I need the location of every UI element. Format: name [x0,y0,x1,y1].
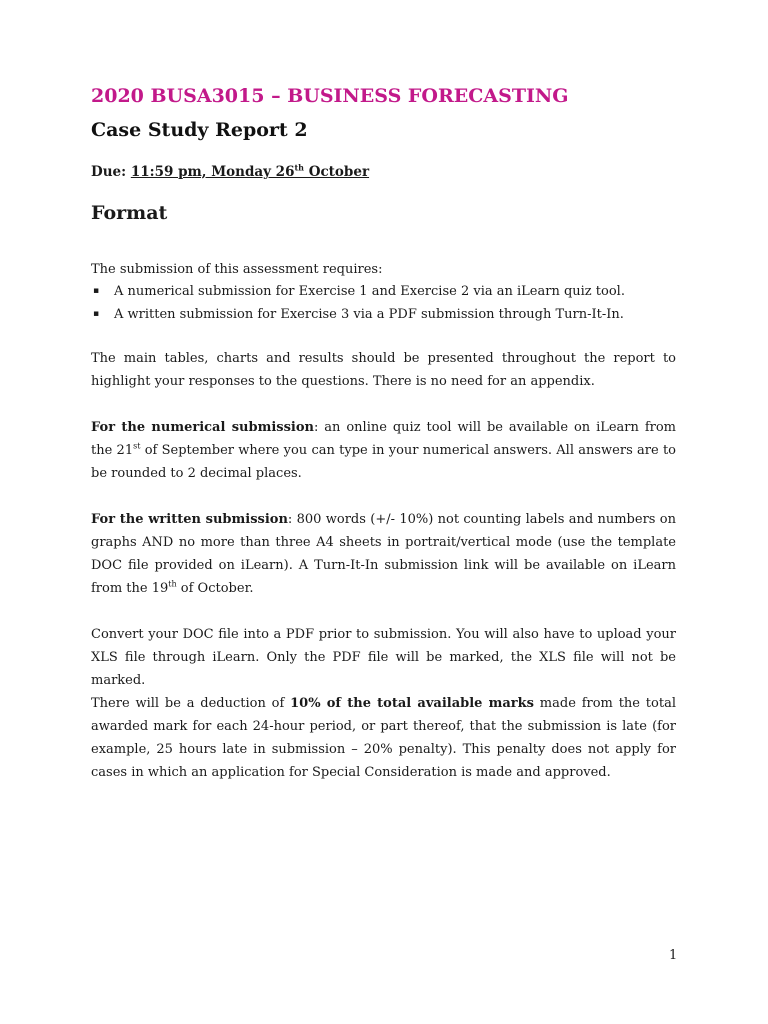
due-label: Due [91,164,122,180]
penalty-bold: 10% of the total available marks [290,696,534,711]
due-month: October [304,164,370,180]
penalty-text-b: made from the total awarded mark for each 24-hour period, or part thereof, that the submission is late (for example, 25 hours late in submission – 20% penalty). This penalty does not apply for cases in which an application for Special Consideration is made and approved. [91,696,676,780]
bullet-square-icon: ▪ [93,309,100,319]
due-value [131,164,369,180]
due-date: Due: 11:59 pm, Monday 26th October [91,162,370,180]
written-text-a: : 800 words (+/- 10%) not counting labels and numbers on graphs AND no more than three A4 sheets in portrait/vertical mode (use the template DOC file provided on iLearn). A Turn-It-In submission link will be available on iLearn from the 19 [91,512,676,596]
numerical-submission-paragraph [91,416,676,485]
numerical-text-a: : an online quiz tool will be available on iLearn from the 21 [91,420,676,458]
tables-paragraph: The main tables, charts and results should be presented throughout the report to highlight your responses to the questions. There is no need for an appendix. [91,351,676,389]
numerical-sup: st [133,441,141,451]
section-heading-format: Format [91,202,168,224]
document-subtitle: Case Study Report 2 [91,119,308,141]
bullet-square-icon: ▪ [93,286,100,296]
list-item [91,303,676,326]
numerical-text-b: of September where you can type in your numerical answers. All answers are to be rounded to 2 decimal places. [91,443,676,481]
written-submission-paragraph [91,508,676,600]
written-sup: th [168,579,177,589]
penalty-text-a: There will be a deduction of [91,696,291,711]
written-text-b: of October. [176,581,254,596]
document-title: 2020 BUSA3015 – BUSINESS FORECASTING [91,85,569,107]
list-item-text: A numerical submission for Exercise 1 and Exercise 2 via an iLearn quiz tool. [114,284,625,299]
numerical-submission-label: For the numerical submission [91,420,314,435]
list-item [91,280,676,303]
page-number: 1 [669,948,678,963]
due-value-text: 11:59 pm, Monday 26 [130,164,295,180]
due-sup: th [294,162,304,173]
list-item-text: A written submission for Exercise 3 via a PDF submission through Turn-It-In. [114,307,624,322]
penalty-paragraph [91,692,676,784]
convert-paragraph: Convert your DOC file into a PDF prior to submission. You will also have to upload your XLS file through iLearn. Only the PDF file will be marked, the XLS file will not be marked. [91,627,676,688]
written-submission-label: For the written submission [91,512,288,527]
submission-list [91,280,676,326]
intro-paragraph: The submission of this assessment requires: [91,262,383,277]
